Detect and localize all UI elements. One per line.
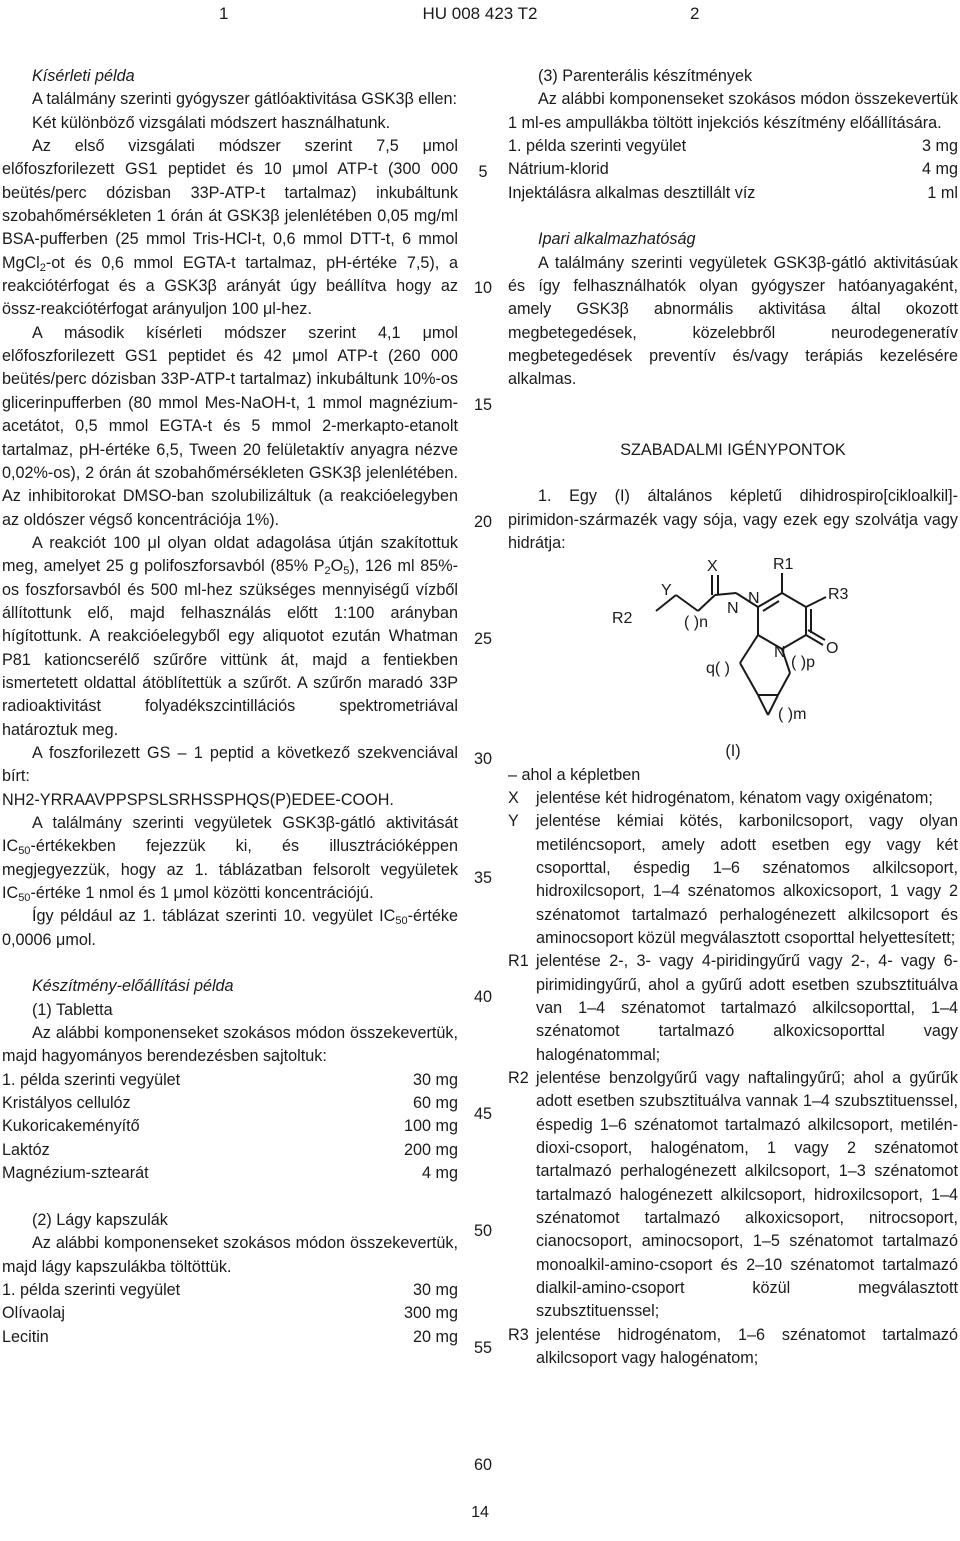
line-number: 5 [478, 163, 488, 181]
formula-label: (I) [725, 742, 741, 761]
list-item: 1. példa szerinti vegyület 3 mg [508, 137, 958, 156]
capsule-list [2, 1279, 458, 1349]
right-column [508, 65, 958, 1371]
parenteral-intro: Az alábbi komponenseket szokásos módon összekevertük 1 ml-es ampullákba töltött injekciós készítmény előállítására. [508, 90, 958, 132]
method-2-paragraph: A második kísérleti módszer szerint 4,1 μmol előfoszforilezett GS1 peptidet és 42 μmol ATP-t (260 000 beütés/perc dózisban 33P-ATP-t tartalmaz) inkubáltunk 10%-os glicerinpufferben (80 mmol Mes-NaOH-t, 1 mmol magnézium-acetátot, 0,5 mmol EGTA-t és 5 mmol 2-merkapto-etanolt tartalmaz, pH-értéke 6,5, Tween 20 felületaktív anyagra nézve 0,02%-os), 2 órán át szobahőmérsékleten GSK3β jelenlétében. Az inhibitorokat DMSO-ban szolubilizáltuk (a reakcióelegyben az oldószer végső koncentrációja 1%). [2, 323, 458, 529]
list-item: Injektálásra alkalmas desztillált víz 1 ml [508, 183, 958, 202]
line-number: 35 [473, 869, 492, 887]
method-1-paragraph: Az első vizsgálati módszer szerint 7,5 μmol előfoszforilezett GS1 peptidet és 10 μmol ATP-t (300 000 beütés/perc dózisban 33P-ATP-t tartalmaz) inkubáltunk szobahőmérsékleten 1 órán át GSK3β jelenlétében 0,05 mg/ml BSA-pufferben (25 mmol Tris-HCl-t, 0,6 mmol DTT-t, 6 mmol MgCl$_2$-ot és 0,6 mmol EGTA-t tartalmaz, pH-értéke 7,5), a reakciótérfogat és a GSK3β arányát úgy beállítva hogy az össz-reakciótérfogat arányuljon 100 μl-hez. [2, 137, 458, 319]
list-item: Lecitin 20 mg [2, 1327, 458, 1346]
n-index-label: ( )n [684, 614, 708, 632]
list-item: Olívaolaj 300 mg [2, 1304, 458, 1323]
p-index-label: ( )p [791, 654, 815, 672]
parenteral-list [508, 135, 958, 205]
list-item: Kristályos cellulóz 60 mg [2, 1094, 458, 1113]
r2-label: R2 [612, 610, 633, 628]
line-number: 25 [473, 630, 492, 648]
line-number: 60 [473, 1456, 492, 1474]
industrial-paragraph: A találmány szerinti vegyületek GSK3β-gátló aktivitásúak és így felhasználhatók olyan gyógyszer hatóanyagaként, amely GSK3β abnormális aktivitása által okozott megbetegedések, közelebbről neurodegeneratív megbetegedések preventív és/vagy terápiás kezelésére alkalmas. [508, 253, 958, 389]
preparation-title: Készítmény-előállítási példa [32, 977, 234, 996]
list-item: 1. példa szerinti vegyület 30 mg [2, 1070, 458, 1089]
line-number: 50 [473, 1222, 492, 1240]
tablet-intro: Az alábbi komponenseket szokásos módon összekevertük, majd hagyományos berendezésben sajtoltuk: [2, 1024, 458, 1066]
definitions-list [508, 787, 958, 1371]
tablet-list [2, 1069, 458, 1186]
definition-item: Y jelentése kémiai kötés, karbonilcsoport, vagy olyan metiléncsoport, amely adott esetben egy vagy két csoporttal, éspedig 1–6 szénatomos alkilcsoport, hidroxilcsoport, 1–4 szénatomos alkoxicsoport, 1 vagy 2 szénatomot tartalmazó perhalogénezett alkilcsoport és aminocsoport közül megválasztott csoporttal helyettesített; [508, 812, 958, 947]
capsule-title: (2) Lágy kapszulák [32, 1210, 168, 1229]
oxygen-label: O [826, 640, 839, 658]
definition-item: R3 jelentése hidrogénatom, 1–6 szénatomot tartalmazó alkilcsoport vagy halogénatom; [508, 1325, 958, 1368]
r3-label: R3 [828, 586, 849, 604]
list-item: Kukoricakeményítő 100 mg [2, 1117, 458, 1136]
header-page-right: 2 [690, 4, 700, 23]
x-label: X [707, 558, 718, 576]
industrial-title: Ipari alkalmazhatóság [538, 230, 696, 249]
line-number: 55 [473, 1339, 492, 1357]
header-page-left: 1 [219, 4, 229, 23]
q-index-label: q( ) [706, 660, 730, 678]
header-patent-number: HU 008 423 T2 [422, 4, 538, 23]
line-number: 45 [473, 1105, 492, 1123]
line-number: 10 [473, 279, 492, 297]
ic50-paragraph: A találmány szerinti vegyületek GSK3β-gátló aktivitását $IC_{50}$-értékekben fejezzük ki, és illusztrációképpen megjegyezzük, hogy az 1. táblázatban felsorolt vegyületek $IC_{50}$-értéke 1 nmol és 1 μmol közötti koncentrációjú. [2, 814, 458, 905]
where-line: – ahol a képletben [508, 765, 641, 784]
chemical-structure [508, 555, 958, 740]
line-number: 30 [473, 750, 492, 768]
line-number: 15 [473, 396, 492, 414]
footer-page-number: 14 [471, 1504, 489, 1521]
line-number: 40 [473, 988, 492, 1006]
peptide-sequence-intro: A foszforilezett GS – 1 peptid a következő szekvenciával bírt: [2, 743, 458, 786]
intro-methods: Két különböző vizsgálati módszert használhatunk. [32, 113, 391, 132]
ic50-example: Így például az 1. táblázat szerinti 10. vegyület $IC_{50}$-értéke 0,0006 μmol. [2, 907, 458, 949]
list-item: 1. példa szerinti vegyület 30 mg [2, 1280, 458, 1299]
list-item: Nátrium-klorid 4 mg [508, 160, 958, 179]
capsule-intro: Az alábbi komponenseket szokásos módon összekevertük, majd lágy kapszulákba töltöttük. [2, 1234, 458, 1276]
line-number: 20 [473, 513, 492, 531]
claims-title: SZABADALMI IGÉNYPONTOK [620, 440, 846, 459]
list-item: Laktóz 200 mg [2, 1140, 458, 1159]
nitrogen-label: N [727, 600, 739, 618]
m-index-label: ( )m [778, 706, 807, 724]
r1-label: R1 [773, 556, 794, 574]
reaction-stop-paragraph: A reakciót 100 μl olyan oldat adagolása útján szakítottuk meg, amelyet 25 g polifoszforsavból (85% $P_2O_5$), 126 ml 85%-os foszforsavból és 500 ml-hez szükséges mennyiségű vízből állítottunk elő, majd felhasználás előtt 1:100 arányban hígítottunk. A reakcióelegyből egy aliquotot ezután Whatman P81 kationcserélő szűrőre vittünk át, majd a fentiekben ismertetett oldattal átöblítettük a szűrőt. A szűrőn maradó 33P radioaktivitást folyadékszcintillációs spektrometriával határoztuk meg. [2, 533, 458, 739]
left-column [2, 65, 458, 1349]
experiment-title: Kísérleti példa [32, 67, 135, 85]
nitrogen-bottom-label: N [774, 644, 786, 662]
y-label: Y [661, 582, 672, 600]
peptide-sequence: NH2-YRRAAVPPSPSLSRHSSPHQS(P)EDEE-COOH. [2, 790, 394, 809]
list-item: Magnézium-sztearát 4 mg [2, 1164, 458, 1183]
claim-1-text: 1. Egy (I) általános képletű dihidrospiro[cikloalkil]-pirimidon-származék vagy sója, vagy ezek egy szolvátja vagy hidrátja: [508, 487, 958, 552]
definition-item: X jelentése két hidrogénatom, kénatom vagy oxigénatom; [508, 788, 933, 807]
definition-item: R2 jelentése benzolgyűrű vagy naftalingyűrű; ahol a gyűrűk adott esetben szubsztituálva vannak 1–4 szubsztituenssel, éspedig 1–6 szénatomot tartalmazó alkilcsoport, metilén-dioxi-csoport, halogénatom, 1 vagy 2 szénatomot tartalmazó perhalogénezett alkilcsoport, 1–3 szénatomot tartalmazó halogénezett alkilcsoport, hidroxilcsoport, 1–4 szénatomot tartalmazó alkoxicsoport, nitrocsoport, cianocsoport, aminocsoport, 1–5 szénatomot tartalmazó monoalkil-amino-csoport és 2–10 szénatomot tartalmazó dialkil-amino-csoport közül megválasztott szubsztituenssel; [508, 1069, 958, 1321]
tablet-title: (1) Tabletta [32, 1000, 113, 1019]
intro-paragraph: A találmány szerinti gyógyszer gátlóaktivitása GSK3β ellen: [32, 90, 457, 109]
definition-item: R1 jelentése 2-, 3- vagy 4-piridingyűrű vagy 2-, 4- vagy 6-pirimidingyűrű, ahol a gyűrű adott esetben szubsztituálva van 1–4 szénatomot tartalmazó alkilcsoporttal, 1–4 szénatomot tartalmazó alkoxicsoporttal vagy halogénatommal; [508, 952, 958, 1064]
nitrogen-top-label: N [748, 590, 760, 608]
parenteral-title: (3) Parenterális készítmények [538, 67, 753, 85]
